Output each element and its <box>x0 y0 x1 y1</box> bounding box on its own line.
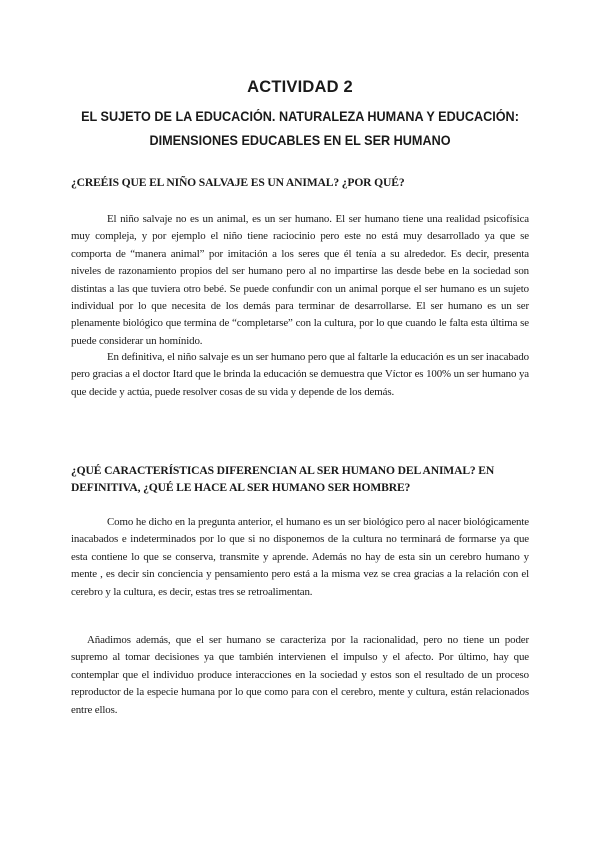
paragraph: En definitiva, el niño salvaje es un ser humano pero que al faltarle la educación es un ser inacabado pero gracias a el doctor Itard que le brinda la educación se demuestra que Víctor es 100% un ser humano ya que decide y actúa, puede resolver cosas de su vida y depende de los demás. <box>71 351 529 398</box>
section-heading: ¿QUÉ CARACTERÍSTICAS DIFERENCIAN AL SER HUMANO DEL ANIMAL? EN DEFINITIVA, ¿QUÉ LE HACE AL SER HUMANO SER HOMBRE? <box>71 464 495 494</box>
document-title: ACTIVIDAD 2 <box>247 78 353 96</box>
paragraph: Como he dicho en la pregunta anterior, el humano es un ser biológico pero al nacer biológicamente inacabados e indeterminados por lo que si no disponemos de la cultura no terminará de formarse ya que esta contiene lo que se conserva, transmite y aprende. Además no hay de esta sin un cerebro humano y mente , es decir sin conciencia y pensamiento pero está a la misma vez se crea gracias a la relación con el cerebro y la cultura, es decir, estas tres se retroalimentan. <box>71 516 529 598</box>
section-heading: ¿CREÉIS QUE EL NIÑO SALVAJE ES UN ANIMAL? ¿POR QUÉ? <box>71 176 405 189</box>
document-subtitle: EL SUJETO DE LA EDUCACIÓN. NATURALEZA HUMANA Y EDUCACIÓN: DIMENSIONES EDUCABLES EN EL SER HUMANO <box>81 109 519 148</box>
paragraph: El niño salvaje no es un animal, es un ser humano. El ser humano tiene una realidad psicofísica muy compleja, y por ejemplo el niño tiene raciocinio pero este no está muy desarrollado ya que se comporta de “manera animal” por imitación a los seres que él tenía a su alrededor. Es decir, presenta niveles de razonamiento propios del ser humano pero al no impartirse las desde bebe en la sociedad son distintas a las que tuviera otro bebé. Se puede confundir con un animal porque el ser humano es un sujeto individual por lo que necesita de los demás para terminar de desarrollarse. El ser humano es un ser plenamente biológico que termina de “completarse” con la cultura, por lo que cuando le falta esta última se puede considerar un homínido. <box>71 213 529 347</box>
paragraph: Añadimos además, que el ser humano se caracteriza por la racionalidad, pero no tiene un poder supremo al tomar decisiones ya que también intervienen el impulso y el afecto. Por último, hay que contemplar que el individuo produce interacciones en la sociedad y estos son el resultado de un proceso reproductor de la especie humana por lo que como para con el cerebro, mente y cultura, están relacionados entre ellos. <box>71 634 529 716</box>
